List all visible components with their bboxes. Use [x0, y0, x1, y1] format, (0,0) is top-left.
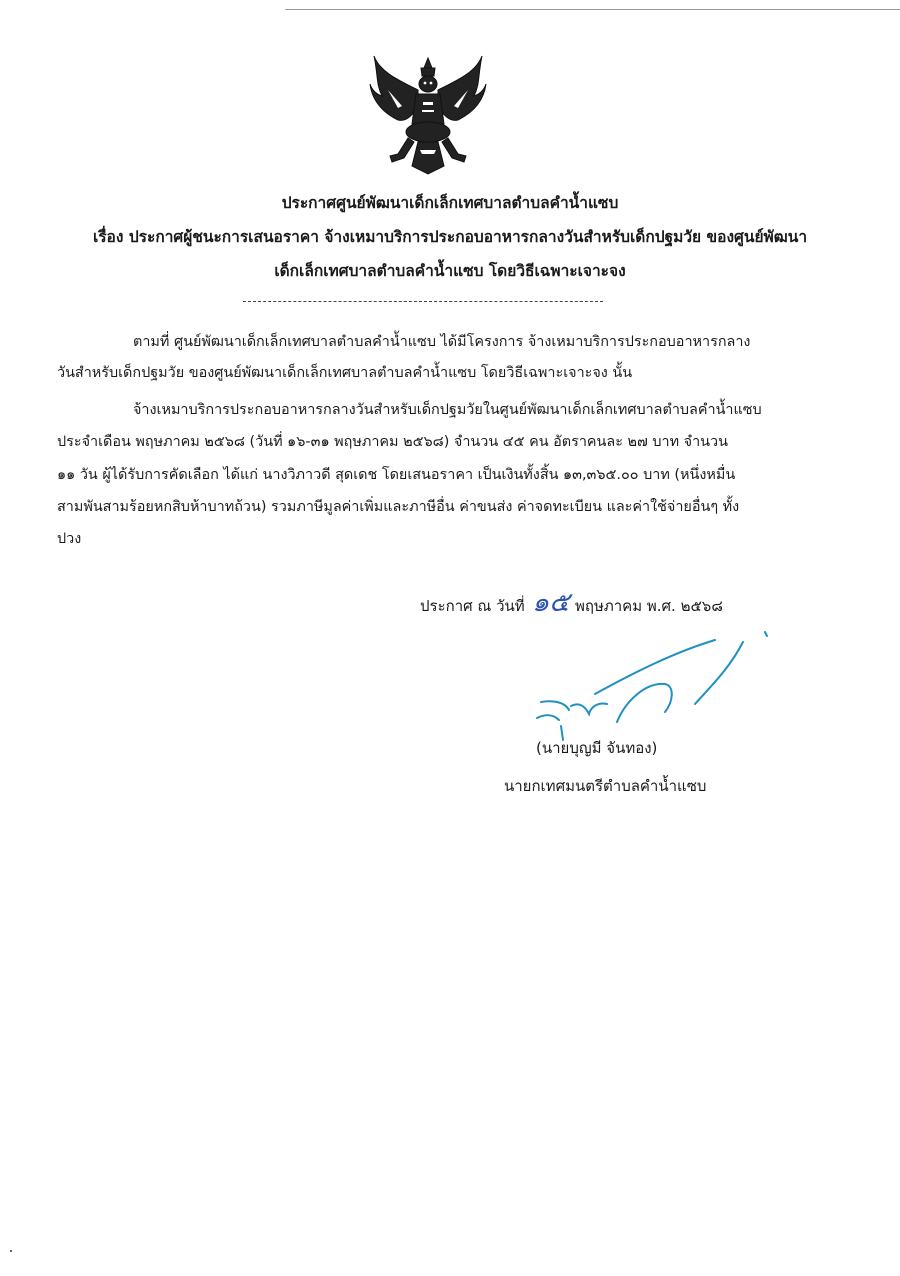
- paragraph-2-line: ปวง: [57, 531, 82, 547]
- signatory-name: (นายบุญมี จันทอง): [536, 739, 658, 757]
- scan-edge-line: [285, 9, 900, 10]
- garuda-emblem-icon: [368, 50, 488, 178]
- paragraph-2-line: จ้างเหมาบริการประกอบอาหารกลางวันสำหรับเด็กปฐมวัยในศูนย์พัฒนาเด็กเล็กเทศบาลตำบลคำน้ำแซบ: [133, 402, 762, 418]
- paragraph-2-line: ๑๑ วัน ผู้ได้รับการคัดเลือก ได้แก่ นางวิภาวดี สุดเดช โดยเสนอราคา เป็นเงินทั้งสิ้น ๑๓,๓๖๕.๐๐ บาท (หนึ่งหมื่น: [57, 467, 736, 483]
- handwritten-signature-icon: [525, 622, 785, 752]
- signatory-position: นายกเทศมนตรีตำบลคำน้ำแซบ: [504, 777, 707, 795]
- document-subject-line-1: เรื่อง ประกาศผู้ชนะการเสนอราคา จ้างเหมาบริการประกอบอาหารกลางวันสำหรับเด็กปฐมวัย ของศูนย์พัฒนา: [92, 228, 808, 246]
- dashed-separator: [243, 301, 603, 302]
- scan-speck: [10, 1250, 12, 1252]
- paragraph-2-line: ประจำเดือน พฤษภาคม ๒๕๖๘ (วันที่ ๑๖-๓๑ พฤษภาคม ๒๕๖๘) จำนวน ๔๕ คน อัตราคนละ ๒๗ บาท จำนวน: [57, 434, 728, 450]
- announcement-month-year: พฤษภาคม พ.ศ. ๒๕๖๘: [575, 597, 723, 615]
- document-subject-line-2: เด็กเล็กเทศบาลตำบลคำน้ำแซบ โดยวิธีเฉพาะเจาะจง: [274, 262, 626, 280]
- document-title: ประกาศศูนย์พัฒนาเด็กเล็กเทศบาลตำบลคำน้ำแซบ: [281, 194, 619, 212]
- paragraph-2-line: สามพันสามร้อยหกสิบห้าบาทถ้วน) รวมภาษีมูลค่าเพิ่มและภาษีอื่น ค่าขนส่ง ค่าจดทะเบียน และค่าใช้จ่ายอื่นๆ ทั้ง: [57, 499, 740, 515]
- paragraph-1-line: ตามที่ ศูนย์พัฒนาเด็กเล็กเทศบาลตำบลคำน้ำแซบ ได้มีโครงการ จ้างเหมาบริการประกอบอาหารกลาง: [133, 334, 751, 350]
- announcement-date-prefix: ประกาศ ณ วันที่: [420, 597, 525, 615]
- paragraph-1-line: วันสำหรับเด็กปฐมวัย ของศูนย์พัฒนาเด็กเล็กเทศบาลตำบลคำน้ำแซบ โดยวิธีเฉพาะเจาะจง นั้น: [57, 365, 633, 381]
- handwritten-day: ๑๕: [532, 587, 570, 618]
